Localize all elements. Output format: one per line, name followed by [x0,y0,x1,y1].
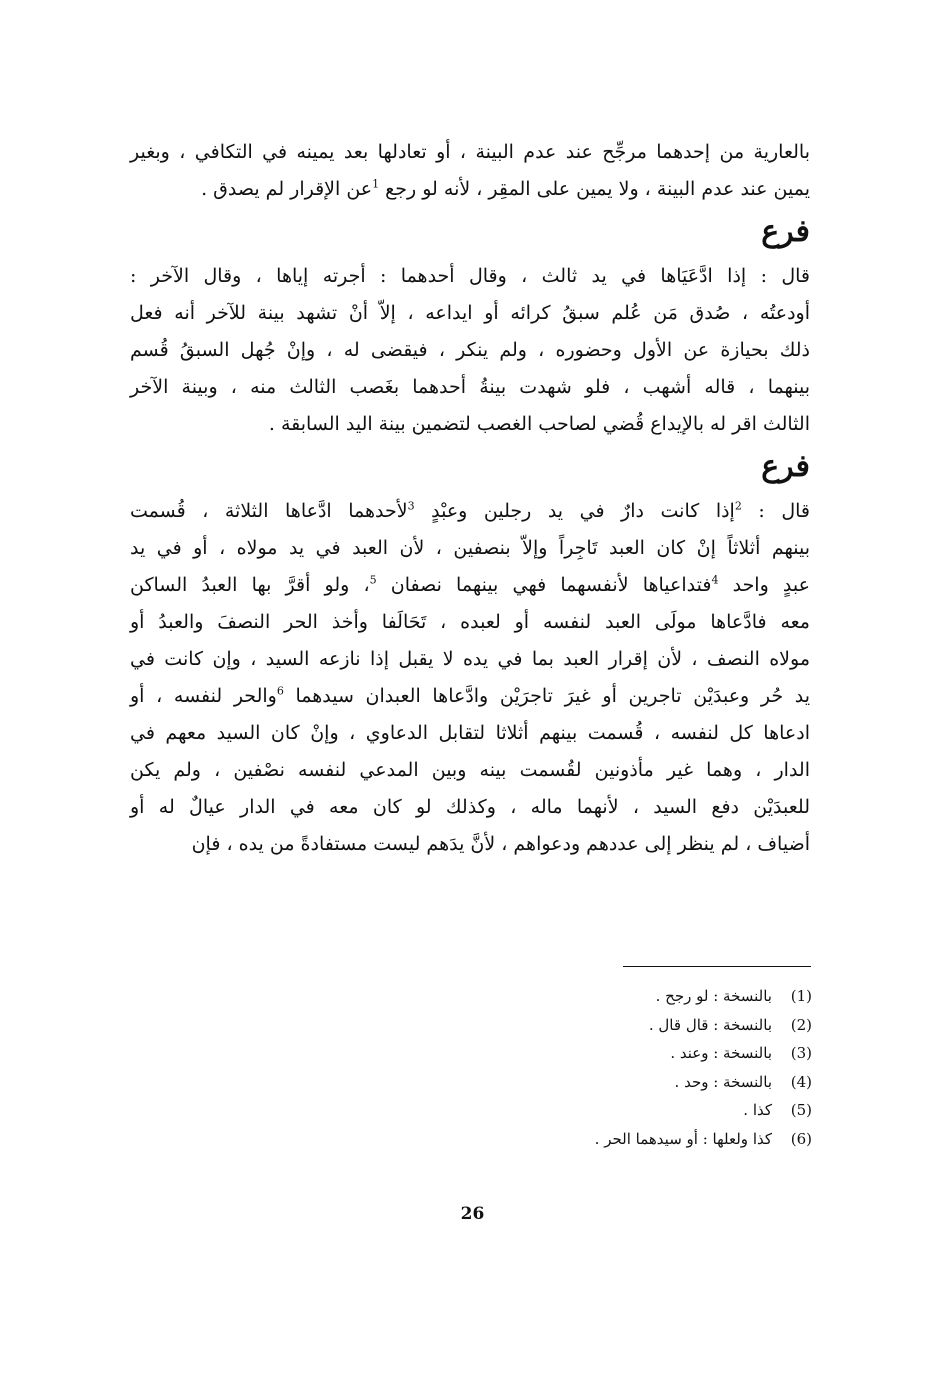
footnote-number: (1) [790,987,812,1005]
line-text: ادعاها كل لنفسه ، قُسمت بينهم أثلاثا لتقابل الدعاوي ، وإنْ كان السيد معهم في [130,722,810,744]
footnote-number: (5) [790,1101,812,1119]
line-text: الدار ، وهما غير مأذونين لقُسمت بينه وبين المدعي لنفسه نصْفين ، ولم يكن [130,759,810,781]
text-line [130,604,810,641]
text-line [130,134,810,171]
text-line [130,332,810,369]
main-text [130,134,810,863]
text-line [130,641,810,678]
footnotes [392,982,812,1153]
footnote-text: بالنسخة : لو رجح . [655,987,772,1005]
footnote-text: بالنسخة : وعند . [670,1044,772,1062]
line-text: لأحدهما ادَّعاها الثلاثة ، قُسمت [130,500,408,522]
text-line [130,715,810,752]
text-line [130,493,810,530]
paragraph [130,258,810,443]
text-line [130,258,810,295]
footnote-marker: 4 [711,573,719,587]
footnote-item [392,1011,812,1040]
footnote-text: بالنسخة : قال قال . [648,1015,772,1034]
line-text: والحر لنفسه ، أو [130,685,277,707]
footnote-item [392,1039,812,1068]
footnote-number: (6) [790,1129,812,1148]
line-text: إذا كانت دارٌ في يد رجلين وعبْدٍ [431,500,735,522]
text-line [130,171,810,208]
line-text: معه فادَّعاها مولَى العبد لنفسه أو لعبده ، تَحَالَفا وأخذ الحر النصفَ والعبدُ أو [130,611,810,633]
footnote-text: بالنسخة : وحد . [674,1072,772,1091]
text-line [130,567,810,604]
section-heading: فرع [761,214,810,249]
footnote-item [392,1125,812,1154]
line-text: قال : إذا ادَّعَيَاها في يد ثالث ، وقال أحدهما : أجرته إياها ، وقال الآخر : [130,265,810,287]
footnote-number: (4) [790,1072,812,1091]
text-line [130,826,810,863]
line-text: أودعتُه ، صُدق مَن عُلم سبقُ كرائه أو ايداعه ، إلاّ أنْ تشهد بينة للآخر أنه فعل [130,302,810,324]
footnote-item [392,982,812,1011]
text-line [130,295,810,332]
line-text: فتداعياها لأنفسهما فهي بينهما نصفان [390,574,712,596]
text-line [130,678,810,715]
footnote-marker: 1 [372,177,380,191]
section-heading: فرع [761,449,810,484]
text-line [130,789,810,826]
footnote-number: (3) [790,1044,812,1062]
text-line [130,369,810,406]
line-text: ، ولو أقرَّ بها العبدُ الساكن [130,574,370,596]
text-line [130,406,810,443]
line-text: للعبدَيْن دفع السيد ، لأنهما ماله ، وكذلك لو كان معه في الدار عيالٌ له أو [130,796,810,818]
page-number: 26 [460,1204,485,1224]
footnote-number: (2) [790,1015,812,1034]
line-text: عن الإقرار لم يصدق . [201,178,373,200]
line-text: أضياف ، لم ينظر إلى عددهم ودعواهم ، لأنَّ يدَهم ليست مستفادةً من يده ، فإن [191,833,810,855]
footnote-marker: 3 [407,499,415,513]
line-text: الثالث اقر له بالإيداع قُضي لصاحب الغصب لتضمين بينة اليد السابقة . [268,413,810,435]
footnote-item [392,1068,812,1097]
line-text: قال : [758,500,811,522]
footnote-marker: 6 [276,684,284,698]
line-text: عبدٍ واحد [732,574,810,596]
text-line [130,530,810,567]
paragraph [130,493,810,863]
footnote-text: كذا . [743,1101,772,1119]
line-text: يمين عند عدم البينة ، ولا يمين على المقِر ، لأنه لو رجع [385,178,810,200]
footnote-marker: 5 [369,573,377,587]
footnote-marker: 2 [734,499,742,513]
line-text: بينهم أثلاثاً إنْ كان العبد تَاجِراً وإلاّ بنصفين ، لأن العبد في يد مولاه ، أو في يد [130,537,810,559]
footnote-item [392,1096,812,1125]
paragraph [130,134,810,208]
text-line [130,752,810,789]
footnote-separator [623,966,811,967]
line-text: ذلك بحيازة عن الأول وحضوره ، ولم ينكر ، فيقضى له ، وإنْ جُهل السبقُ قُسم [130,339,810,361]
line-text: بينهما ، قاله أشهب ، فلو شهدت بينةُ أحدهما بغَصب الثالث منه ، وبينة الآخر [130,376,810,398]
footnote-text: كذا ولعلها : أو سيدهما الحر . [594,1129,772,1148]
line-text: يد حُر وعبدَيْن تاجرين أو غيرَ تاجرَيْن وادَّعاها العبدان سيدهما [295,685,811,707]
line-text: مولاه النصف ، لأن إقرار العبد بما في يده لا يقبل إذا نازعه السيد ، وإن كانت في [130,648,810,670]
line-text: بالعارية من إحدهما مرجِّح عند عدم البينة ، أو تعادلها بعد يمينه في التكافي ، وبغير [130,141,810,163]
